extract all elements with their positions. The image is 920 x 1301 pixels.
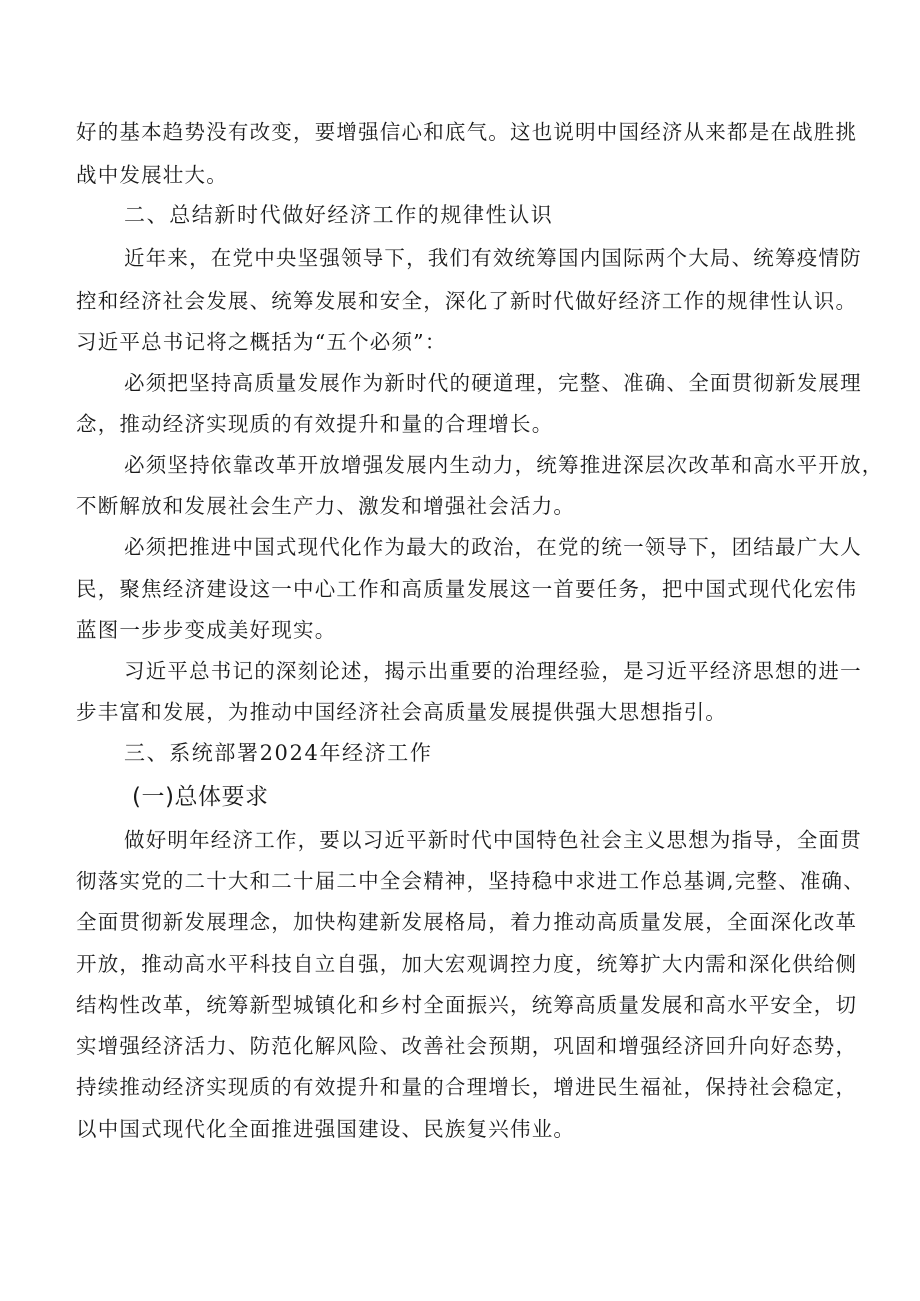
body-text-line: 必须把推进中国式现代化作为最大的政治，在党的统一领导下，团结最广大人 xyxy=(124,535,862,559)
body-text-line: 念，推动经济实现质的有效提升和量的合理增长。 xyxy=(76,412,554,436)
body-text-line: 持续推动经济实现质的有效提升和量的合理增长，增进民生福祉，保持社会稳定， xyxy=(76,1075,858,1099)
body-text-line: 实增强经济活力、防范化解风险、改善社会预期，巩固和增强经济回升向好态势， xyxy=(76,1034,858,1058)
body-text-line: 全面贯彻新发展理念，加快构建新发展格局，着力推动高质量发展，全面深化改革 xyxy=(76,910,858,934)
body-text-line: 以中国式现代化全面推进强国建设、民族复兴伟业。 xyxy=(76,1117,576,1141)
body-text-line: 控和经济社会发展、统筹发展和安全，深化了新时代做好经济工作的规律性认识。 xyxy=(76,289,858,313)
body-text-line: 不断解放和发展社会生产力、激发和增强社会活力。 xyxy=(76,494,576,518)
body-text-line: 习近平总书记将之概括为“五个必须”： xyxy=(76,330,447,354)
body-text-line: 民，聚焦经济建设这一中心工作和高质量发展这一首要任务，把中国式现代化宏伟 xyxy=(76,577,858,601)
body-text-line: 战中发展壮大。 xyxy=(76,163,228,187)
body-text-line: 习近平总书记的深刻论述，揭示出重要的治理经验，是习近平经济思想的进一 xyxy=(124,659,862,683)
body-text-line: 近年来，在党中央坚强领导下，我们有效统筹国内国际两个大局、统筹疫情防 xyxy=(124,246,862,270)
body-text-line: 开放，推动高水平科技自立自强，加大宏观调控力度，统筹扩大内需和深化供给侧 xyxy=(76,952,858,976)
body-text-line: 好的基本趋势没有改变，要增强信心和底气。这也说明中国经济从来都是在战胜挑 xyxy=(76,120,858,144)
body-text-line: 彻落实党的二十大和二十届二中全会精神，坚持稳中求进工作总基调,完整、准确、 xyxy=(76,869,865,893)
section-heading-3: 三、系统部署2024年经济工作 xyxy=(124,741,433,765)
section-heading-2: 二、总结新时代做好经济工作的规律性认识 xyxy=(124,203,554,227)
body-text-line: 结构性改革，统筹新型城镇化和乡村全面振兴，统筹高质量发展和高水平安全，切 xyxy=(76,993,858,1017)
body-text-line: 必须把坚持高质量发展作为新时代的硬道理，完整、准确、全面贯彻新发展理 xyxy=(124,371,862,395)
body-text-line: 必须坚持依靠改革开放增强发展内生动力，统筹推进深层次改革和高水平开放， xyxy=(124,453,884,477)
body-text-line: 做好明年经济工作，要以习近平新时代中国特色社会主义思想为指导，全面贯 xyxy=(124,828,862,852)
subsection-heading: (一)总体要求 xyxy=(132,784,269,810)
body-text-line: 蓝图一步步变成美好现实。 xyxy=(76,618,337,642)
body-text-line: 步丰富和发展，为推动中国经济社会高质量发展提供强大思想指引。 xyxy=(76,700,727,724)
